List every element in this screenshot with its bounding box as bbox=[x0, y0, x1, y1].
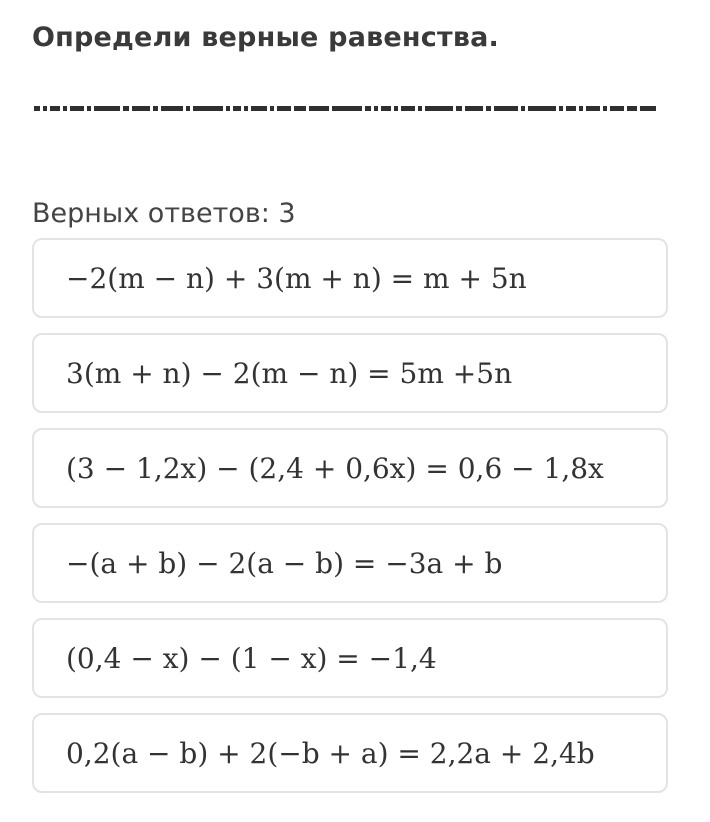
answer-option-4[interactable]: −(a + b) − 2(a − b) = −3a + b bbox=[32, 523, 668, 603]
correct-answers-count: Верных ответов: 3 bbox=[32, 198, 296, 229]
answer-option-1[interactable]: −2(m − n) + 3(m + n) = m + 5n bbox=[32, 238, 668, 318]
answer-option-3[interactable]: (3 − 1,2x) − (2,4 + 0,6x) = 0,6 − 1,8x bbox=[32, 428, 668, 508]
answer-options-list bbox=[32, 238, 668, 793]
answer-option-6[interactable]: 0,2(a − b) + 2(−b + a) = 2,2a + 2,4b bbox=[32, 713, 668, 793]
answer-option-5[interactable]: (0,4 − x) − (1 − x) = −1,4 bbox=[32, 618, 668, 698]
question-title: Определи верные равенства. bbox=[32, 22, 499, 53]
answer-option-2[interactable]: 3(m + n) − 2(m − n) = 5m +5n bbox=[32, 333, 668, 413]
obscured-text-redaction bbox=[34, 106, 659, 112]
